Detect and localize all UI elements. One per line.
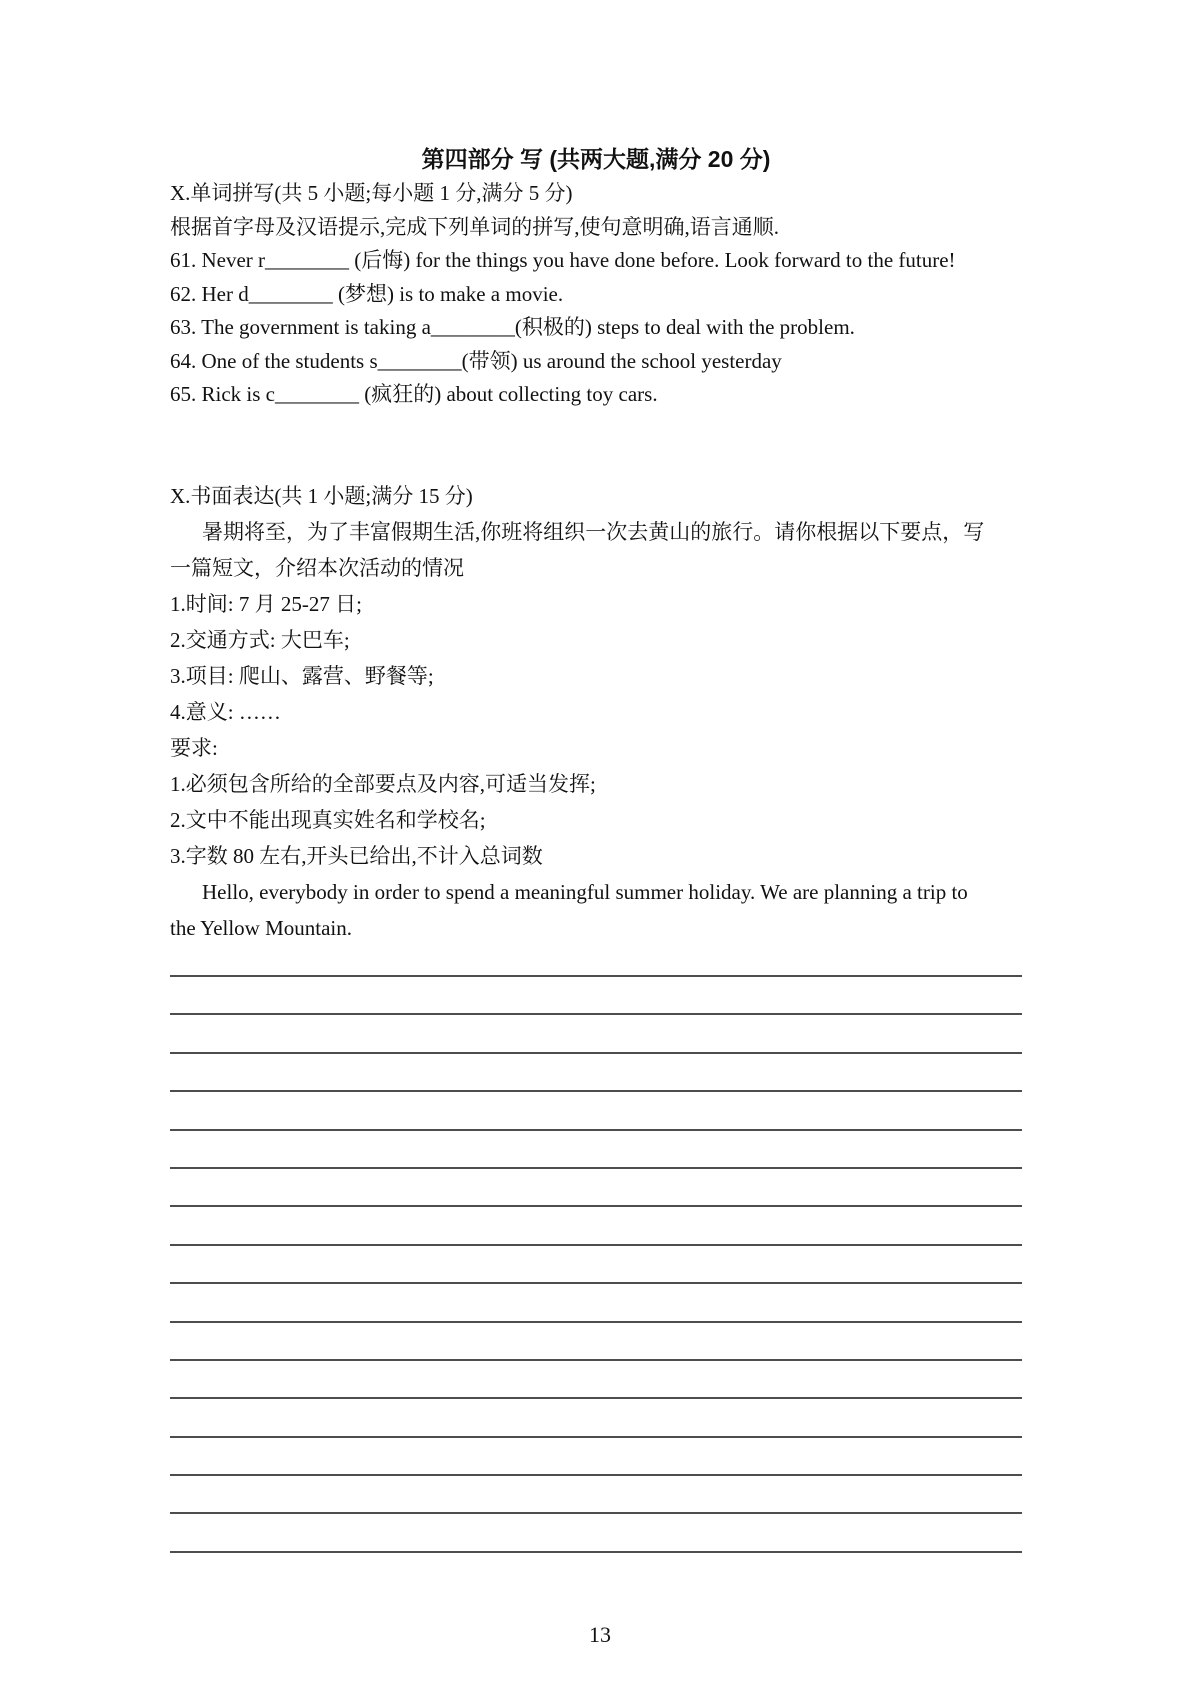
answer-line bbox=[170, 1361, 1022, 1399]
opening-sentence-line-2: the Yellow Mountain. bbox=[170, 915, 353, 940]
answer-line bbox=[170, 1438, 1022, 1476]
requirements-label: 要求: bbox=[170, 735, 218, 760]
answer-line bbox=[170, 1015, 1022, 1053]
part-title: 第四部分 写 (共两大题,满分 20 分) bbox=[421, 146, 771, 172]
writing-prompt-line-2: 一篇短文，介绍本次活动的情况 bbox=[170, 555, 464, 580]
page-content bbox=[170, 141, 1022, 1553]
answer-line bbox=[170, 1284, 1022, 1322]
answer-line bbox=[170, 977, 1022, 1015]
answer-line bbox=[170, 1246, 1022, 1284]
answer-line bbox=[170, 1169, 1022, 1207]
question-65: 65. Rick is c________ (疯狂的) about collecting toy cars. bbox=[170, 382, 658, 406]
question-63: 63. The government is taking a________(积极的) steps to deal with the problem. bbox=[170, 315, 855, 339]
writing-point-transport: 2.交通方式: 大巴车; bbox=[170, 627, 350, 652]
requirement-3: 3.字数 80 左右,开头已给出,不计入总词数 bbox=[170, 843, 543, 868]
page-number: 13 bbox=[589, 1622, 611, 1647]
answer-line bbox=[170, 1476, 1022, 1514]
question-64: 64. One of the students s________(带领) us around the school yesterday bbox=[170, 348, 782, 373]
requirement-1: 1.必须包含所给的全部要点及内容,可适当发挥; bbox=[170, 771, 596, 796]
writing-point-activities: 3.项目: 爬山、露营、野餐等; bbox=[170, 663, 434, 688]
answer-line bbox=[170, 1054, 1022, 1092]
section-heading-writing: X.书面表达(共 1 小题;满分 15 分) bbox=[170, 483, 473, 508]
requirement-2: 2.文中不能出现真实姓名和学校名; bbox=[170, 807, 486, 832]
section-gap bbox=[170, 412, 1022, 478]
writing-point-meaning: 4.意义: …… bbox=[170, 699, 281, 724]
writing-point-time: 1.时间: 7 月 25-27 日; bbox=[170, 591, 362, 616]
answer-line bbox=[170, 1514, 1022, 1552]
section-heading-word-spelling: X.单词拼写(共 5 小题;每小题 1 分,满分 5 分) bbox=[170, 181, 573, 205]
writing-prompt-line-1: 暑期将至，为了丰富假期生活,你班将组织一次去黄山的旅行。请你根据以下要点，写 bbox=[202, 519, 985, 544]
word-spelling-instructions: 根据首字母及汉语提示,完成下列单词的拼写,使句意明确,语言通顺. bbox=[170, 214, 779, 239]
answer-line bbox=[170, 1131, 1022, 1169]
answer-line bbox=[170, 1323, 1022, 1361]
answer-line bbox=[170, 946, 1022, 978]
question-61: 61. Never r________ (后悔) for the things you have done before. Look forward to the future! bbox=[170, 248, 956, 272]
opening-sentence-line-1: Hello, everybody in order to spend a meaningful summer holiday. We are planning a trip to bbox=[202, 879, 968, 904]
question-62: 62. Her d________ (梦想) is to make a movie. bbox=[170, 281, 564, 306]
answer-line bbox=[170, 1207, 1022, 1245]
answer-line bbox=[170, 1092, 1022, 1130]
answer-line bbox=[170, 1399, 1022, 1437]
